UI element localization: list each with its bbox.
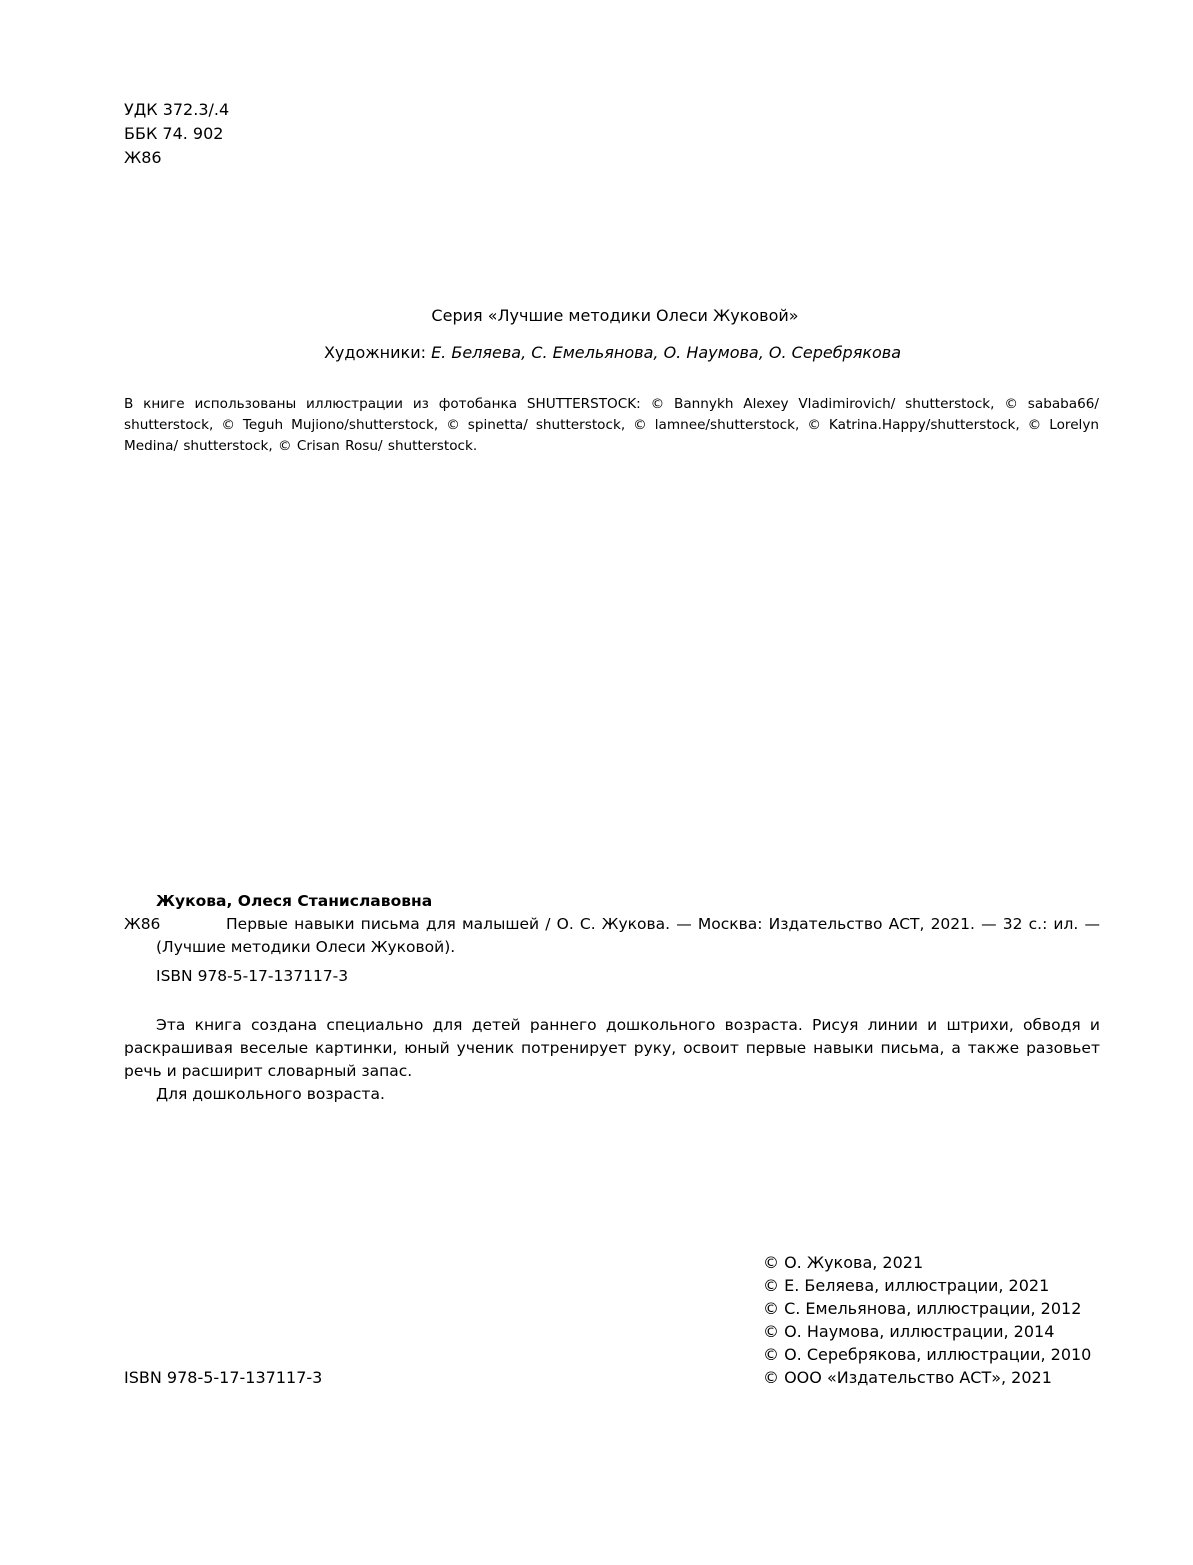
series-title: Серия «Лучшие методики Олеси Жуковой» (431, 306, 799, 325)
annotation-paragraph: Эта книга создана специально для детей раннего дошкольного возраста. Рисуя линии и штрихи, обводя и раскрашивая веселые картинки, юный ученик потренирует руку, освоит первые навыки письма, а также разовьет речь и расширит словарный запас. (124, 1016, 1100, 1080)
annotation-age: Для дошкольного возраста. (156, 1085, 385, 1103)
bbk-code: ББК 74. 902 (124, 124, 224, 143)
udk-code: УДК 372.3/.4 (124, 100, 230, 119)
copyright-line: © О. Наумова, иллюстрации, 2014 (763, 1322, 1055, 1341)
classification-codes (124, 98, 229, 170)
author-mark: Ж86 (124, 148, 162, 167)
annotation (124, 1014, 1100, 1106)
artists-line (0, 342, 1193, 364)
copyright-line: © О. Серебрякова, иллюстрации, 2010 (763, 1345, 1092, 1364)
copyright-line: © О. Жукова, 2021 (763, 1253, 924, 1272)
bib-description: Первые навыки письма для малышей / О. С. Жукова. — Москва: Издательство АСТ, 2021. — 32 с.: ил. — (Лучшие методики Олеси Жуковой). (156, 915, 1100, 956)
copyright-line: © С. Емельянова, иллюстрации, 2012 (763, 1299, 1082, 1318)
artists-label: Художники: (323, 343, 432, 362)
copyright-line: © Е. Беляева, иллюстрации, 2021 (763, 1276, 1050, 1295)
illustration-credits: В книге использованы иллюстрации из фотобанка SHUTTERSTOCK: © Bannykh Alexey Vladimirovich/ shutterstock, © sababa66/ shutterstock, © Teguh Mujiono/shutterstock, © spinetta/ shutterstock, © lamnee/shutterstock, © Katrina.Happy/shutterstock, © Lorelyn Medina/ shutterstock, © Crisan Rosu/ shutterstock. (124, 396, 1099, 454)
copyright-list (763, 1251, 1091, 1389)
copyright-line: © ООО «Издательство АСТ», 2021 (763, 1368, 1052, 1387)
bib-isbn: ISBN 978-5-17-137117-3 (156, 967, 349, 985)
artists-names: Е. Беляева, С. Емельянова, О. Наумова, О. Серебрякова (431, 343, 902, 362)
bib-author-mark: Ж86 (124, 915, 161, 933)
isbn-bottom: ISBN 978-5-17-137117-3 (124, 1368, 323, 1387)
bib-author: Жукова, Олеся Станиславовна (156, 892, 433, 910)
